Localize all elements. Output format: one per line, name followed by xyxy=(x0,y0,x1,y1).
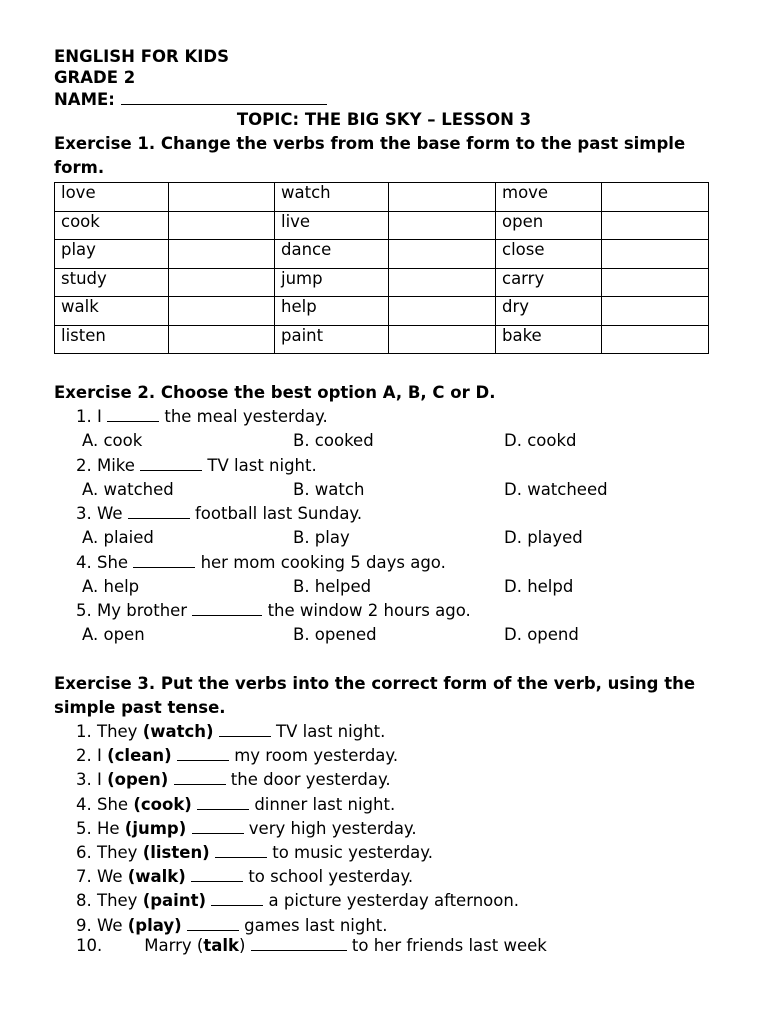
verb-cell: cook xyxy=(55,211,169,240)
item-rest: very high yesterday. xyxy=(243,818,417,838)
item-subject: 8. They xyxy=(76,891,143,911)
answer-cell[interactable] xyxy=(389,268,496,297)
question-end: the window 2 hours ago. xyxy=(262,601,471,620)
verb-cell: play xyxy=(55,240,169,269)
option-b[interactable]: B. cooked xyxy=(293,431,374,450)
option-d[interactable]: D. helpd xyxy=(504,576,574,596)
answer-cell[interactable] xyxy=(389,325,496,354)
option-b[interactable]: B. watch xyxy=(293,479,365,499)
verb-cell: carry xyxy=(496,268,602,297)
option-b[interactable]: B. opened xyxy=(293,625,377,644)
question-5 xyxy=(76,600,471,622)
verb-table-row xyxy=(55,183,709,212)
answer-cell[interactable] xyxy=(602,211,709,240)
answer-cell[interactable] xyxy=(389,297,496,326)
item-number: 10. xyxy=(76,936,103,955)
question-end: her mom cooking 5 days ago. xyxy=(195,552,446,572)
exercise3-item-5 xyxy=(76,818,417,840)
exercise3-item-3 xyxy=(76,769,391,791)
item-verb: (listen) xyxy=(142,843,210,862)
item-verb: (walk) xyxy=(127,867,186,887)
option-b[interactable]: B. play xyxy=(293,528,350,547)
question-end: football last Sunday. xyxy=(189,504,363,523)
verb-table xyxy=(54,182,709,354)
answer-cell[interactable] xyxy=(169,240,275,269)
item-subject: 4. She xyxy=(76,794,134,814)
item-rest: the door yesterday. xyxy=(225,770,391,790)
verb-cell: jump xyxy=(275,268,389,297)
answer-blank[interactable] xyxy=(191,866,243,882)
question-3 xyxy=(76,503,362,525)
answer-blank[interactable] xyxy=(174,769,226,785)
verb-cell: move xyxy=(496,183,602,212)
answer-blank[interactable] xyxy=(211,890,263,906)
answer-cell[interactable] xyxy=(169,325,275,354)
item-subject: 5. He xyxy=(76,818,125,838)
name-line xyxy=(54,89,327,110)
answer-blank[interactable] xyxy=(133,552,195,568)
answer-cell[interactable] xyxy=(389,211,496,240)
exercise3-title: Exercise 3. Put the verbs into the correct form of the verb, using the simple past tense. xyxy=(54,674,696,717)
exercise3-item-8 xyxy=(76,890,519,912)
item-subject: 2. I xyxy=(76,746,108,766)
question-end: TV last night. xyxy=(202,455,317,475)
answer-blank[interactable] xyxy=(140,455,202,471)
verb-table-row xyxy=(55,268,709,297)
option-d[interactable]: D. watcheed xyxy=(504,479,608,499)
item-verb: (open) xyxy=(107,770,169,790)
verb-table-row xyxy=(55,211,709,240)
grade-label: GRADE 2 xyxy=(54,68,136,87)
verb-cell: dance xyxy=(275,240,389,269)
item-verb: (jump) xyxy=(124,818,187,838)
answer-blank[interactable] xyxy=(251,935,347,951)
verb-table-row xyxy=(55,240,709,269)
question-start: 2. Mike xyxy=(76,455,141,475)
answer-cell[interactable] xyxy=(602,325,709,354)
item-subject: 7. We xyxy=(76,867,128,887)
item-subject: 9. We xyxy=(76,915,128,935)
verb-cell: listen xyxy=(55,325,169,354)
answer-cell[interactable] xyxy=(169,183,275,212)
answer-blank[interactable] xyxy=(192,818,244,834)
option-d[interactable]: D. opend xyxy=(504,625,579,644)
answer-cell[interactable] xyxy=(602,268,709,297)
question-start: 5. My brother xyxy=(76,601,193,620)
answer-blank[interactable] xyxy=(177,745,229,761)
question-2 xyxy=(76,455,317,477)
item-verb: talk xyxy=(203,936,239,955)
exercise3-item-2 xyxy=(76,745,398,767)
verb-cell: open xyxy=(496,211,602,240)
item-rest: games last night. xyxy=(238,915,388,935)
topic-title: TOPIC: THE BIG SKY – LESSON 3 xyxy=(236,110,532,129)
item-verb: (cook) xyxy=(133,794,192,814)
verb-cell: dry xyxy=(496,297,602,326)
answer-cell[interactable] xyxy=(389,183,496,212)
verb-cell: close xyxy=(496,240,602,269)
answer-blank[interactable] xyxy=(219,721,271,737)
exercise3-item-9 xyxy=(76,915,388,937)
verb-cell: help xyxy=(275,297,389,326)
answer-blank[interactable] xyxy=(192,600,262,616)
answer-blank[interactable] xyxy=(215,842,267,858)
exercise1-title: Exercise 1. Change the verbs from the base form to the past simple form. xyxy=(54,134,686,177)
answer-cell[interactable] xyxy=(169,297,275,326)
verb-cell: study xyxy=(55,268,169,297)
item-verb: (clean) xyxy=(107,746,172,766)
name-label: NAME: xyxy=(54,90,121,109)
answer-cell[interactable] xyxy=(602,240,709,269)
item-verb: (watch) xyxy=(142,722,214,741)
item-rest: a picture yesterday afternoon. xyxy=(263,891,520,911)
answer-blank[interactable] xyxy=(187,915,239,931)
answer-blank[interactable] xyxy=(197,794,249,810)
item-rest: to her friends last week xyxy=(346,936,547,955)
exercise2-title: Exercise 2. Choose the best option A, B, C or D. xyxy=(54,383,496,402)
item-rest: my room yesterday. xyxy=(228,746,399,766)
option-a[interactable]: A. open xyxy=(82,625,145,644)
question-start: 4. She xyxy=(76,552,134,572)
option-a[interactable]: A. cook xyxy=(82,431,143,450)
item-verb: (play) xyxy=(127,915,182,935)
question-4 xyxy=(76,552,446,574)
question-start: 3. We xyxy=(76,504,128,523)
verb-cell: bake xyxy=(496,325,602,354)
verb-table-row xyxy=(55,297,709,326)
item-paren: ) xyxy=(238,936,246,955)
question-end: the meal yesterday. xyxy=(159,407,328,426)
answer-blank[interactable] xyxy=(107,406,159,422)
item-verb: (paint) xyxy=(142,891,207,911)
question-start: 1. I xyxy=(76,407,108,426)
course-title: ENGLISH FOR KIDS xyxy=(54,47,229,66)
item-subject: 3. I xyxy=(76,770,108,790)
option-a[interactable]: A. plaied xyxy=(82,528,154,547)
answer-cell[interactable] xyxy=(602,297,709,326)
exercise3-item-7 xyxy=(76,866,413,888)
answer-cell[interactable] xyxy=(169,268,275,297)
verb-table-row xyxy=(55,325,709,354)
exercise3-item-4 xyxy=(76,794,395,816)
item-rest: to school yesterday. xyxy=(243,867,414,887)
verb-cell: watch xyxy=(275,183,389,212)
question-1 xyxy=(76,406,328,428)
exercise3-item-10 xyxy=(76,935,547,957)
option-a[interactable]: A. help xyxy=(82,576,140,596)
item-rest: dinner last night. xyxy=(249,794,396,814)
option-b[interactable]: B. helped xyxy=(293,576,372,596)
option-d[interactable]: D. played xyxy=(504,528,583,547)
item-subject: 1. They xyxy=(76,722,143,741)
item-subject: 6. They xyxy=(76,843,143,862)
exercise3-item-1 xyxy=(76,721,385,743)
verb-cell: live xyxy=(275,211,389,240)
verb-cell: paint xyxy=(275,325,389,354)
verb-cell: love xyxy=(55,183,169,212)
item-rest: TV last night. xyxy=(270,722,386,741)
item-subject: Marry ( xyxy=(144,936,204,955)
answer-cell[interactable] xyxy=(389,240,496,269)
answer-blank[interactable] xyxy=(128,503,190,519)
answer-cell[interactable] xyxy=(602,183,709,212)
name-blank[interactable] xyxy=(121,89,327,105)
option-d[interactable]: D. cookd xyxy=(504,431,577,450)
answer-cell[interactable] xyxy=(169,211,275,240)
exercise3-item-6 xyxy=(76,842,433,864)
verb-cell: walk xyxy=(55,297,169,326)
item-rest: to music yesterday. xyxy=(266,843,433,862)
option-a[interactable]: A. watched xyxy=(82,479,174,499)
